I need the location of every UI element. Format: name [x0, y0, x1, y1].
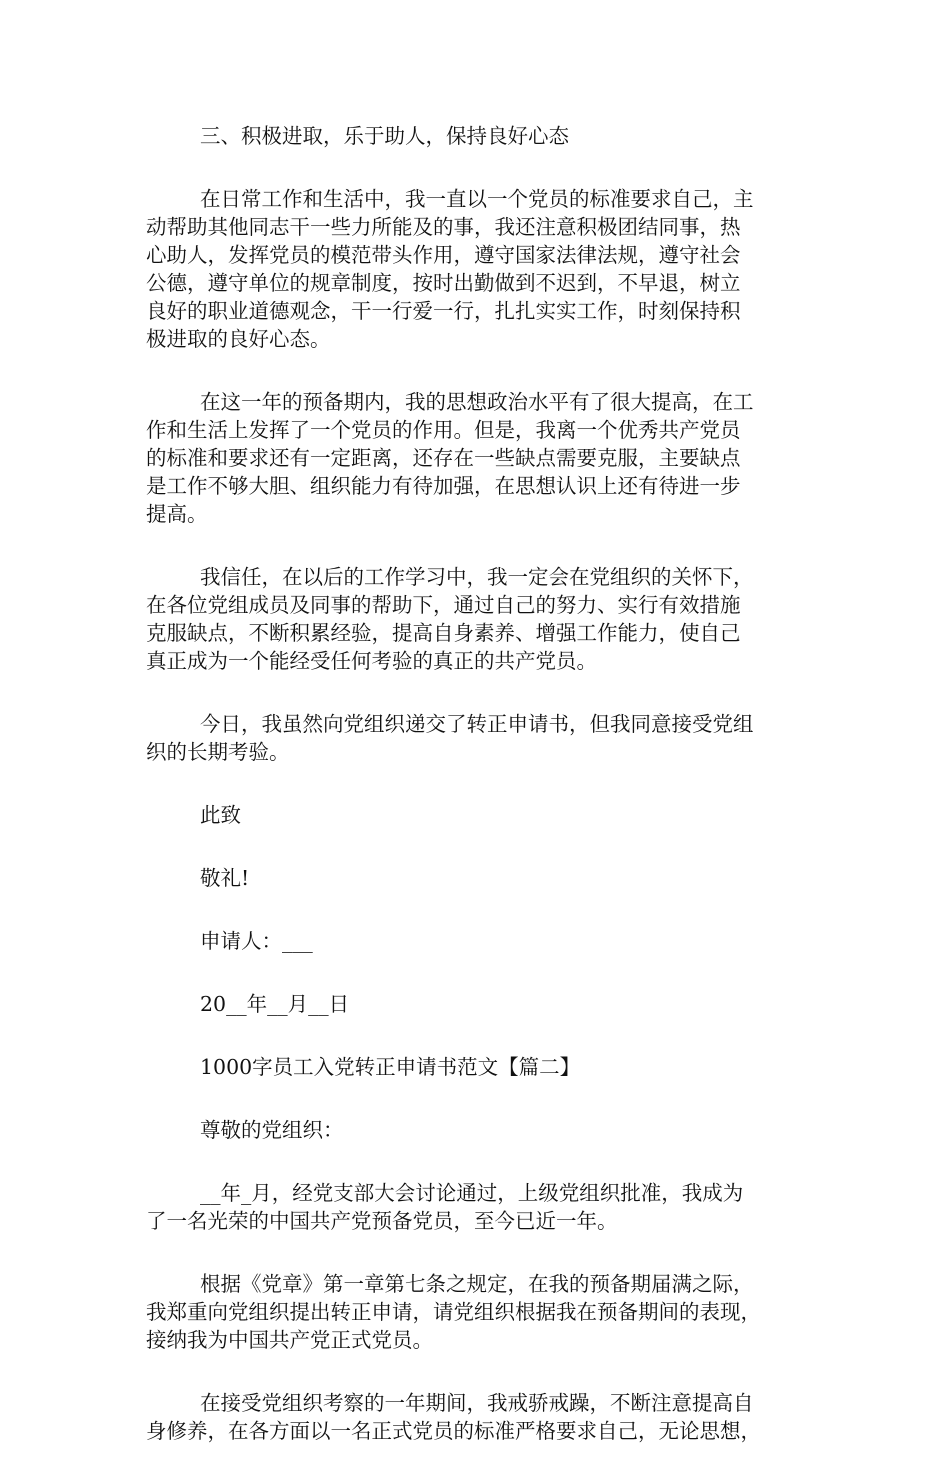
line: 接纳我为中国共产党正式党员。 — [146, 1328, 433, 1352]
line: 在各位党组成员及同事的帮助下，通过自己的努力、实行有效措施 — [146, 593, 741, 617]
line: 动帮助其他同志干一些力所能及的事，我还注意积极团结同事，热 — [146, 215, 741, 239]
applicant-line: 申请人：___ — [200, 929, 313, 953]
paragraph — [146, 563, 816, 675]
line: 真正成为一个能经受任何考验的真正的共产党员。 — [146, 649, 597, 673]
salutation: 尊敬的党组织： — [200, 1118, 344, 1142]
line: 了一名光荣的中国共产党预备党员，至今已近一年。 — [146, 1209, 618, 1233]
line: 在这一年的预备期内，我的思想政治水平有了很大提高，在工 — [200, 390, 754, 414]
line: 在日常工作和生活中，我一直以一个党员的标准要求自己，主 — [200, 187, 754, 211]
line: 的标准和要求还有一定距离，还存在一些缺点需要克服，主要缺点 — [146, 446, 741, 470]
line: 极进取的良好心态。 — [146, 327, 331, 351]
line: 我郑重向党组织提出转正申请，请党组织根据我在预备期间的表现， — [146, 1300, 761, 1324]
line: 克服缺点，不断积累经验，提高自身素养、增强工作能力，使自己 — [146, 621, 741, 645]
line: 心助人，发挥党员的模范带头作用，遵守国家法律法规，遵守社会 — [146, 243, 741, 267]
line: 提高。 — [146, 502, 208, 526]
closing-salute-2: 敬礼! — [200, 866, 250, 890]
date-line: 20__年__月__日 — [200, 992, 350, 1016]
line: 良好的职业道德观念，干一行爱一行，扎扎实实工作，时刻保持积 — [146, 299, 741, 323]
line: 在接受党组织考察的一年期间，我戒骄戒躁，不断注意提高自 — [200, 1391, 754, 1415]
part2-title: 1000字员工入党转正申请书范文【篇二】 — [200, 1055, 581, 1079]
paragraph — [146, 710, 816, 766]
document-page — [146, 122, 816, 1480]
line: 今日，我虽然向党组织递交了转正申请书，但我同意接受党组 — [200, 712, 754, 736]
paragraph — [146, 185, 816, 353]
line: 根据《党章》第一章第七条之规定，在我的预备期届满之际， — [200, 1272, 754, 1296]
section-heading-3: 三、积极进取，乐于助人，保持良好心态 — [200, 124, 569, 148]
line: 公德，遵守单位的规章制度，按时出勤做到不迟到，不早退，树立 — [146, 271, 741, 295]
closing-salute-1: 此致 — [200, 803, 241, 827]
paragraph — [146, 1179, 816, 1235]
line: 身修养，在各方面以一名正式党员的标准严格要求自己，无论思想， — [146, 1419, 761, 1443]
line: 是工作不够大胆、组织能力有待加强，在思想认识上还有待进一步 — [146, 474, 741, 498]
paragraph — [146, 1270, 816, 1354]
paragraph — [146, 1389, 816, 1445]
line: 作和生活上发挥了一个党员的作用。但是，我离一个优秀共产党员 — [146, 418, 741, 442]
paragraph — [146, 388, 816, 528]
line: __年_月，经党支部大会讨论通过，上级党组织批准，我成为 — [200, 1181, 744, 1205]
line: 我信任，在以后的工作学习中，我一定会在党组织的关怀下， — [200, 565, 754, 589]
line: 织的长期考验。 — [146, 740, 290, 764]
